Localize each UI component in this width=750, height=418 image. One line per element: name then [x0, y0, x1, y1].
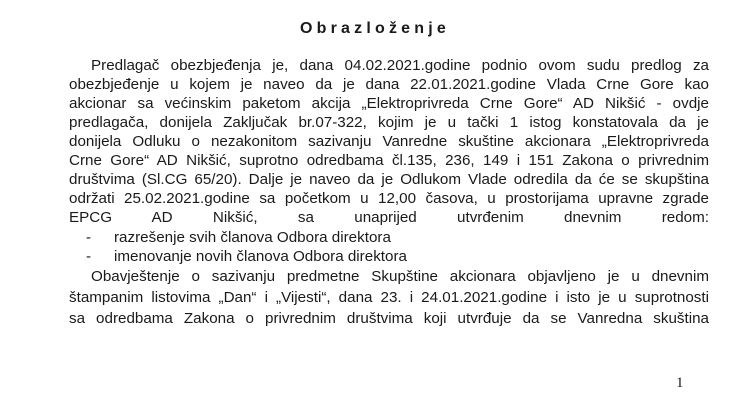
paragraph-1-line-2: obezbjeđenje u kojem je naveo da je dana 22.01.2021.godine Vlada Crne Gore kao: [69, 76, 709, 93]
agenda-item: [86, 247, 486, 266]
paragraph-1-line-4: predlagača, donijela Zaključak br.07-322, kojim je u tački 1 istog konstatovala da je: [69, 114, 709, 131]
paragraph-2-line-1: Obavještenje o sazivanju predmetne Skupštine akcionara objavljeno je u dnevnim: [91, 268, 709, 285]
agenda-item-text: razrešenje svih članova Odbora direktora: [114, 229, 391, 246]
paragraph-1-line-6: Crne Gore“ AD Nikšić, suprotno odredbama čl.135, 236, 149 i 151 Zakona o privrednim: [69, 152, 709, 169]
paragraph-1-line-7: društvima (Sl.CG 65/20). Dalje je naveo da je Odlukom Vlade odredila da će se skupština: [69, 171, 709, 188]
paragraph-2-line-2: štampanim listovima „Dan“ i „Vijesti“, dana 23. i 24.01.2021.godine i isto je u suprotnosti: [69, 289, 709, 306]
agenda-item-text: imenovanje novih članova Odbora direktora: [114, 248, 407, 265]
paragraph-1-line-9: EPCG AD Nikšić, sa unaprijed utvrđenim dnevnim redom:: [69, 209, 709, 226]
paragraph-2-line-3: sa odredbama Zakona o privrednim društvima koji utvrđuje da se Vanredna skuština: [69, 310, 709, 327]
agenda-item: [86, 228, 486, 247]
paragraph-1-line-5: donijela Odluku o nezakonitom sazivanju Vanredne skuštine akcionara „Elektroprivreda: [69, 133, 709, 150]
paragraph-1-line-1: Predlagač obezbjeđenja je, dana 04.02.2021.godine podnio ovom sudu predlog za: [91, 57, 709, 74]
paragraph-1-line-3: akcionar sa većinskim paketom akcija „Elektroprivreda Crne Gore“ AD Nikšić - ovdje: [69, 95, 709, 112]
document-title: Obrazloženje: [300, 20, 450, 37]
bullet-marker: -: [86, 248, 92, 265]
paragraph-1-line-8: održati 25.02.2021.godine sa početkom u 12,00 časova, u prostorijama upravne zgrade: [69, 190, 709, 207]
page-number: 1: [676, 375, 684, 391]
bullet-marker: -: [86, 229, 92, 246]
